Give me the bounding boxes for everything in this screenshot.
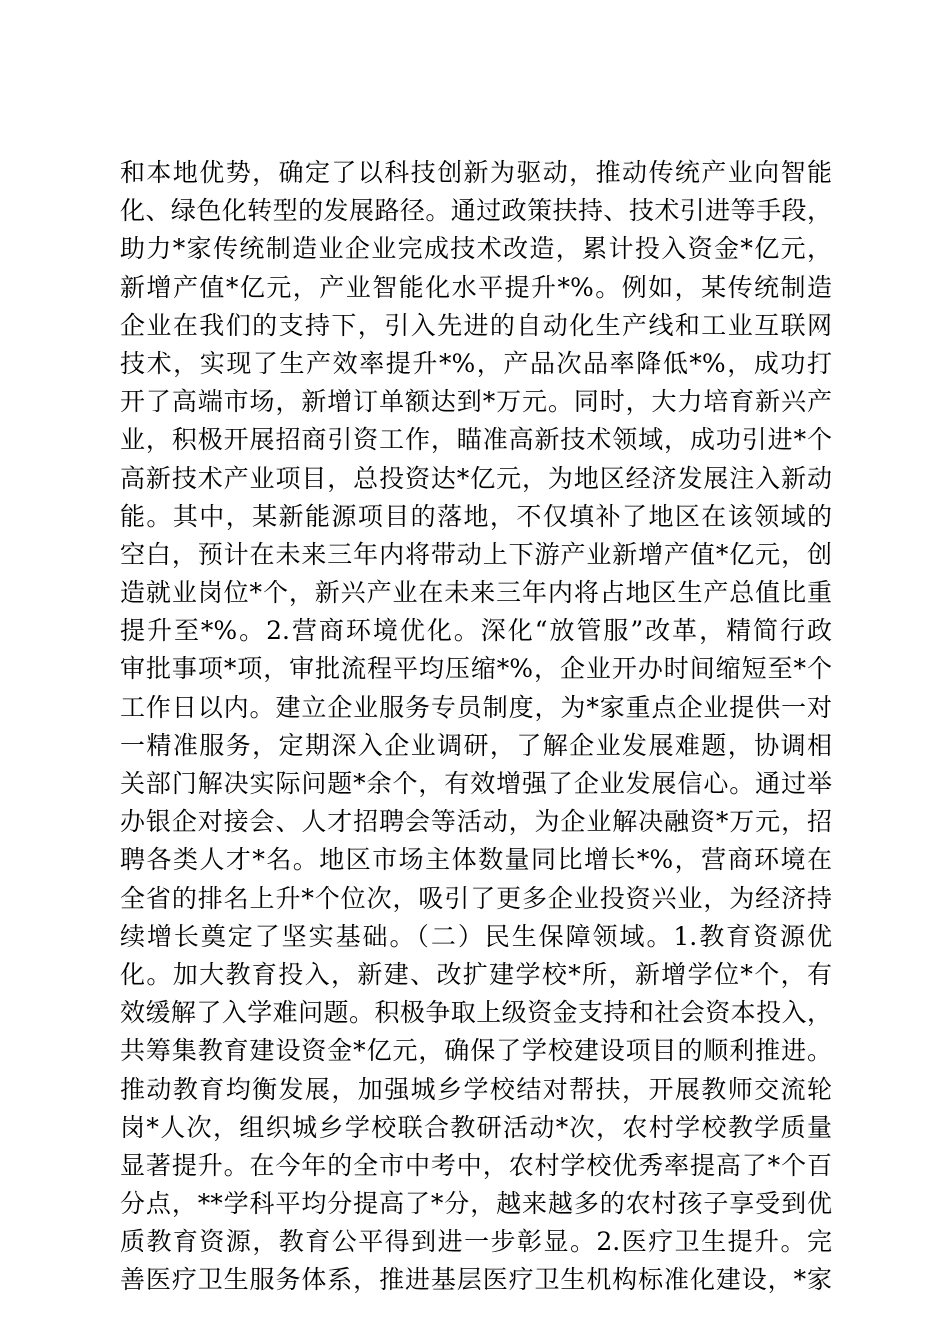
text-line-8: 业，积极开展招商引资工作，瞄准高新技术领域，成功引进*个 — [120, 425, 832, 455]
text-line-11: 空白，预计在未来三年内将带动上下游产业新增产值*亿元，创 — [120, 539, 832, 569]
text-line-7: 开了高端市场，新增订单额达到*万元。同时，大力培育新兴产 — [120, 387, 832, 417]
text-line-18: 办银企对接会、人才招聘会等活动，为企业解决融资*万元，招 — [120, 807, 832, 837]
text-line-10: 能。其中，某新能源项目的落地，不仅填补了地区在该领域的 — [120, 501, 832, 531]
text-line-27: 显著提升。在今年的全市中考中，农村学校优秀率提高了*个百 — [120, 1150, 832, 1180]
body-text — [120, 154, 832, 1300]
text-line-2: 化、绿色化转型的发展路径。通过政策扶持、技术引进等手段， — [120, 196, 832, 226]
text-line-15: 工作日以内。建立企业服务专员制度，为*家重点企业提供一对 — [120, 692, 832, 722]
text-line-6: 技术，实现了生产效率提升*%，产品次品率降低*%，成功打 — [120, 348, 832, 378]
text-line-19: 聘各类人才*名。地区市场主体数量同比增长*%，营商环境在 — [120, 845, 832, 875]
text-line-1: 和本地优势，确定了以科技创新为驱动，推动传统产业向智能 — [120, 158, 832, 187]
text-line-4: 新增产值*亿元，产业智能化水平提升*%。例如，某传统制造 — [120, 272, 832, 302]
text-line-13: 提升至*%。2.营商环境优化。深化“放管服”改革，精简行政 — [120, 616, 832, 646]
text-line-23: 效缓解了入学难问题。积极争取上级资金支持和社会资本投入， — [120, 998, 832, 1028]
text-line-17: 关部门解决实际问题*余个，有效增强了企业发展信心。通过举 — [120, 769, 832, 798]
text-line-21: 续增长奠定了坚实基础。（二）民生保障领域。1.教育资源优 — [120, 921, 832, 951]
text-line-29: 质教育资源，教育公平得到进一步彰显。2.医疗卫生提升。完 — [120, 1227, 832, 1257]
text-line-12: 造就业岗位*个，新兴产业在未来三年内将占地区生产总值比重 — [120, 578, 832, 608]
text-line-5: 企业在我们的支持下，引入先进的自动化生产线和工业互联网 — [120, 310, 832, 340]
text-line-30: 善医疗卫生服务体系，推进基层医疗卫生机构标准化建设，*家 — [120, 1265, 832, 1295]
text-line-26: 岗*人次，组织城乡学校联合教研活动*次，农村学校教学质量 — [120, 1112, 832, 1142]
text-line-16: 一精准服务，定期深入企业调研，了解企业发展难题，协调相 — [120, 730, 832, 760]
text-line-3: 助力*家传统制造业企业完成技术改造，累计投入资金*亿元， — [120, 234, 832, 264]
text-line-24: 共筹集教育建设资金*亿元，确保了学校建设项目的顺利推进。 — [120, 1036, 832, 1066]
text-line-28: 分点，**学科平均分提高了*分，越来越多的农村孩子享受到优 — [120, 1189, 832, 1219]
text-line-20: 全省的排名上升*个位次，吸引了更多企业投资兴业，为经济持 — [120, 883, 832, 913]
text-line-25: 推动教育均衡发展，加强城乡学校结对帮扶，开展教师交流轮 — [120, 1074, 832, 1104]
text-line-14: 审批事项*项，审批流程平均压缩*%，企业开办时间缩短至*个 — [120, 654, 832, 684]
text-line-9: 高新技术产业项目，总投资达*亿元，为地区经济发展注入新动 — [120, 463, 832, 493]
text-line-22: 化。加大教育投入，新建、改扩建学校*所，新增学位*个，有 — [120, 959, 832, 989]
